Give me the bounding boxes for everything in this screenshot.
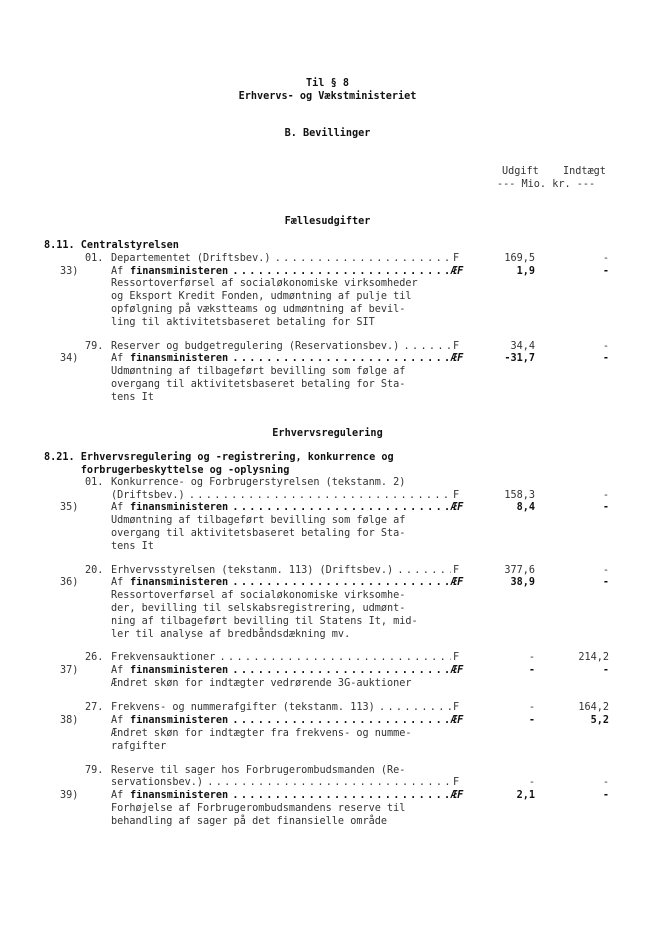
item-udgift: 34,4 xyxy=(510,341,535,352)
note-number: 34) xyxy=(60,353,79,364)
item-code: F xyxy=(453,565,460,576)
explanation-line: og Eksport Kredit Fonden, udmøntning af pulje til xyxy=(111,291,412,302)
change-authority: finansministeren . . . xyxy=(130,502,450,514)
explanation-line: Udmøntning af tilbageført bevilling som følge af xyxy=(111,515,406,526)
change-udgift: 1,9 xyxy=(516,266,535,277)
item-code: F xyxy=(453,490,460,501)
item-number: 79. xyxy=(85,341,104,352)
change-prefix: Af xyxy=(111,502,124,513)
group-heading: Fællesudgifter xyxy=(284,216,371,227)
paragraph-title: 8.21. Erhvervsregulering og -registrering, konkurrence og xyxy=(44,452,394,463)
change-indtaegt: - xyxy=(602,577,609,588)
change-authority: finansministeren . . . xyxy=(130,790,450,802)
item-udgift: - xyxy=(528,777,535,788)
change-indtaegt: - xyxy=(602,502,609,513)
explanation-line: der, bevilling til selskabsregistrering, udmønt- xyxy=(111,603,406,614)
change-prefix: Af xyxy=(111,353,124,364)
explanation-line: overgang til aktivitetsbaseret betaling for Sta- xyxy=(111,379,406,390)
change-prefix: Af xyxy=(111,790,124,801)
note-number: 35) xyxy=(60,502,79,513)
change-prefix: Af xyxy=(111,665,124,676)
section-title: B. Bevillinger xyxy=(284,128,371,139)
item-description: servationsbev.) . . . xyxy=(111,777,451,789)
change-code: ÆF xyxy=(451,790,464,801)
column-header-udgift: Udgift xyxy=(502,166,539,177)
explanation-line: opfølgning på vækstteams og udmøntning af bevil- xyxy=(111,304,406,315)
change-code: ÆF xyxy=(451,266,464,277)
item-code: F xyxy=(453,341,460,352)
item-udgift: 158,3 xyxy=(504,490,535,501)
explanation-line: Ressortoverførsel af socialøkonomiske virksomhe- xyxy=(111,590,406,601)
explanation-line: behandling af sager på det finansielle område xyxy=(111,816,388,827)
item-description: Frekvensauktioner . . . xyxy=(111,652,451,664)
page-header-paragraph: Til § 8 xyxy=(306,78,349,89)
change-authority: finansministeren . . . xyxy=(130,266,450,278)
change-authority: finansministeren . . . xyxy=(130,665,450,677)
item-description: Frekvens- og nummerafgifter (tekstanm. 113) . . . xyxy=(111,702,451,714)
change-code: ÆF xyxy=(451,715,464,726)
change-udgift: 38,9 xyxy=(510,577,535,588)
note-number: 38) xyxy=(60,715,79,726)
paragraph-title: forbrugerbeskyttelse og -oplysning xyxy=(44,465,290,476)
item-number: 01. xyxy=(85,253,104,264)
explanation-line: Ændret skøn for indtægter vedrørende 3G-auktioner xyxy=(111,678,412,689)
change-authority: finansministeren . . . xyxy=(130,353,450,365)
change-code: ÆF xyxy=(451,665,464,676)
item-description: Departementet (Driftsbev.) . . . xyxy=(111,253,451,265)
explanation-line: ning af tilbageført bevilling til Statens It, mid- xyxy=(111,616,418,627)
item-code: F xyxy=(453,253,460,264)
change-indtaegt: 5,2 xyxy=(590,715,609,726)
note-number: 33) xyxy=(60,266,79,277)
group-heading: Erhvervsregulering xyxy=(272,428,383,439)
change-authority: finansministeren . . . xyxy=(130,715,450,727)
explanation-line: tens It xyxy=(111,541,154,552)
item-indtaegt: - xyxy=(602,490,609,501)
change-indtaegt: - xyxy=(602,266,609,277)
change-indtaegt: - xyxy=(602,353,609,364)
item-description: Reserve til sager hos Forbrugerombudsmanden (Re- xyxy=(111,765,406,776)
item-udgift: 169,5 xyxy=(504,253,535,264)
item-number: 79. xyxy=(85,765,104,776)
page-header-ministry: Erhvervs- og Vækstministeriet xyxy=(238,91,417,102)
change-authority: finansministeren . . . xyxy=(130,577,450,589)
explanation-line: rafgifter xyxy=(111,741,167,752)
item-code: F xyxy=(453,777,460,788)
change-code: ÆF xyxy=(451,577,464,588)
explanation-line: Ændret skøn for indtægter fra frekvens- og numme- xyxy=(111,728,412,739)
change-prefix: Af xyxy=(111,715,124,726)
explanation-line: overgang til aktivitetsbaseret betaling for Sta- xyxy=(111,528,406,539)
paragraph-title: 8.11. Centralstyrelsen xyxy=(44,240,179,251)
note-number: 37) xyxy=(60,665,79,676)
item-number: 20. xyxy=(85,565,104,576)
item-indtaegt: - xyxy=(602,777,609,788)
change-udgift: -31,7 xyxy=(504,353,535,364)
item-indtaegt: 164,2 xyxy=(578,702,609,713)
item-description: Reserver og budgetregulering (Reservationsbev.) . . . xyxy=(111,341,451,353)
item-number: 26. xyxy=(85,652,104,663)
item-indtaegt: 214,2 xyxy=(578,652,609,663)
item-udgift: 377,6 xyxy=(504,565,535,576)
item-indtaegt: - xyxy=(602,253,609,264)
note-number: 39) xyxy=(60,790,79,801)
item-indtaegt: - xyxy=(602,341,609,352)
item-code: F xyxy=(453,652,460,663)
item-udgift: - xyxy=(528,652,535,663)
column-header-unit: --- Mio. kr. --- xyxy=(497,179,596,190)
change-udgift: - xyxy=(528,715,535,726)
explanation-line: ler til analyse af bredbåndsdækning mv. xyxy=(111,629,351,640)
change-indtaegt: - xyxy=(602,665,609,676)
change-prefix: Af xyxy=(111,266,124,277)
explanation-line: Udmøntning af tilbageført bevilling som følge af xyxy=(111,366,406,377)
item-udgift: - xyxy=(528,702,535,713)
explanation-line: tens It xyxy=(111,392,154,403)
item-description: Konkurrence- og Forbrugerstyrelsen (tekstanm. 2) xyxy=(111,477,406,488)
change-code: ÆF xyxy=(451,353,464,364)
item-description: Erhvervsstyrelsen (tekstanm. 113) (Driftsbev.) . . . xyxy=(111,565,451,577)
note-number: 36) xyxy=(60,577,79,588)
change-prefix: Af xyxy=(111,577,124,588)
explanation-line: Forhøjelse af Forbrugerombudsmandens reserve til xyxy=(111,803,406,814)
item-number: 27. xyxy=(85,702,104,713)
change-code: ÆF xyxy=(451,502,464,513)
item-number: 01. xyxy=(85,477,104,488)
column-header-indtaegt: Indtægt xyxy=(563,166,606,177)
explanation-line: ling til aktivitetsbaseret betaling for SIT xyxy=(111,317,375,328)
item-code: F xyxy=(453,702,460,713)
change-udgift: 8,4 xyxy=(516,502,535,513)
change-udgift: 2,1 xyxy=(516,790,535,801)
change-indtaegt: - xyxy=(602,790,609,801)
change-udgift: - xyxy=(528,665,535,676)
item-indtaegt: - xyxy=(602,565,609,576)
item-description: (Driftsbev.) . . . xyxy=(111,490,451,502)
explanation-line: Ressortoverførsel af socialøkonomiske virksomheder xyxy=(111,278,418,289)
